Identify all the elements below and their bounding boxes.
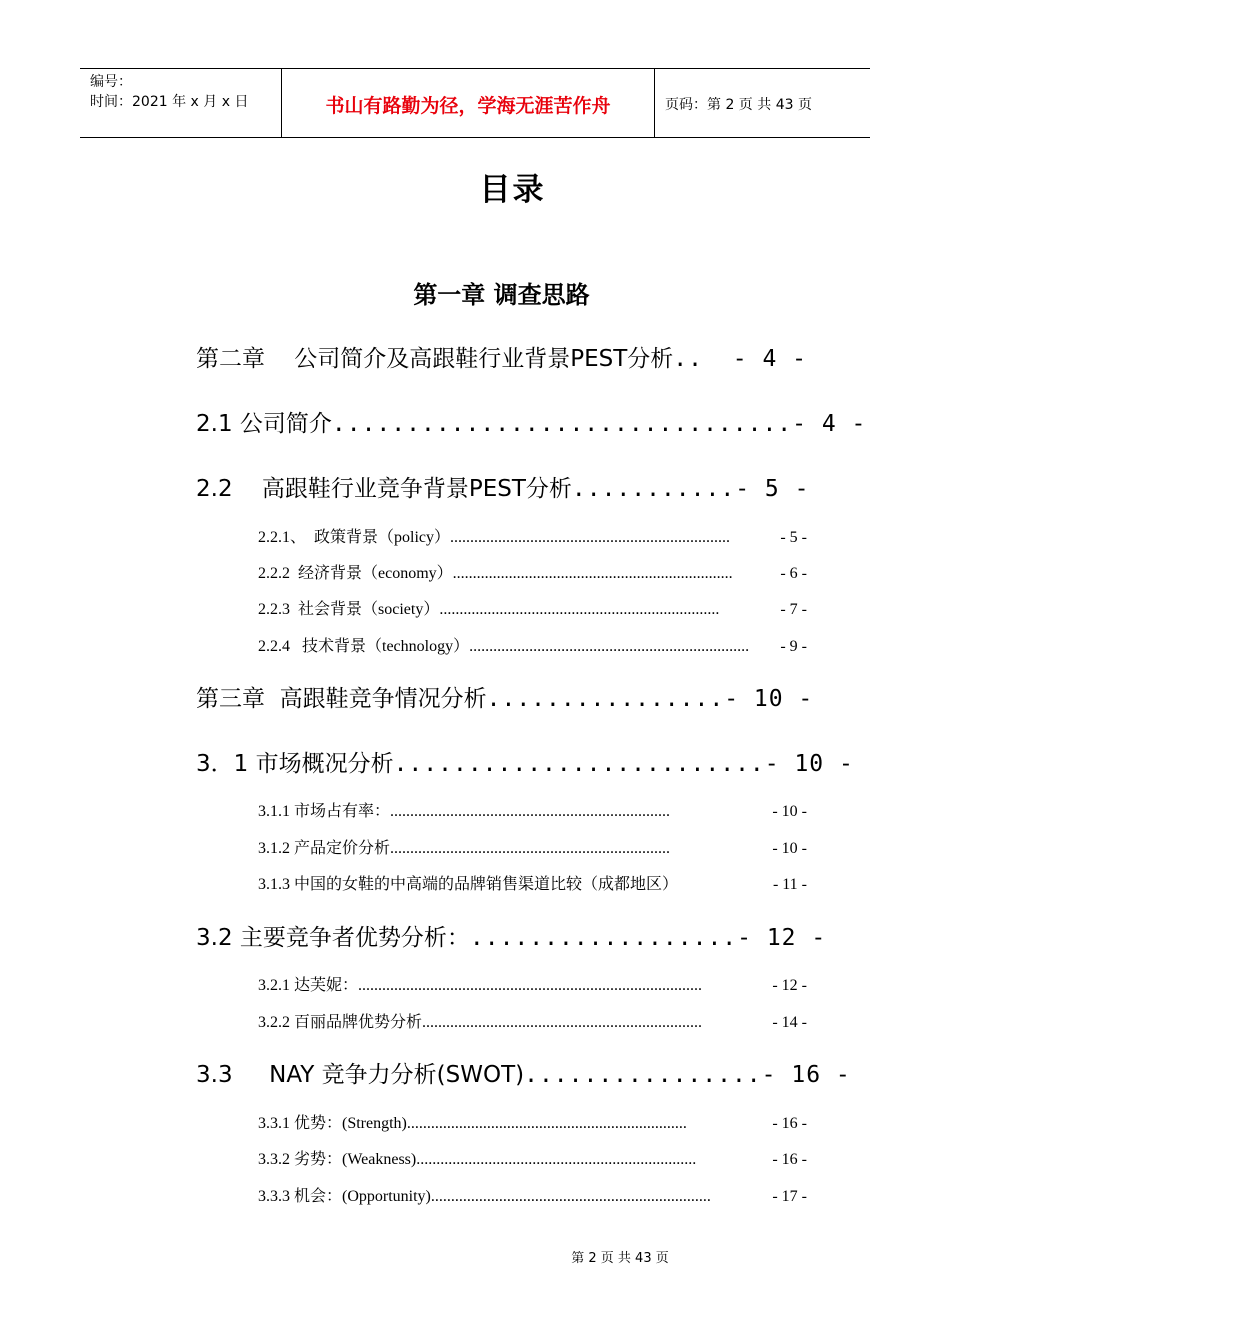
toc-entry-3-1-3[interactable]: [258, 871, 807, 894]
toc-dot-leader: ......................................................................: [439, 601, 720, 618]
toc-entry-2-1[interactable]: [196, 405, 867, 438]
toc-dot-leader: ..................: [469, 925, 738, 951]
header-motto: 书山有路勤为径，学海无涯苦作舟: [325, 95, 611, 117]
toc-dot-leader: ......................................................................................: [358, 977, 703, 994]
toc-entry-2-2-1[interactable]: [258, 524, 807, 547]
toc-entry-label: 3.3 NAY 竞争力分析(SWOT): [196, 1062, 525, 1088]
toc-page-number: - 16 -: [772, 1115, 807, 1132]
toc-entry-label: 3.3.3 机会：(Opportunity): [258, 1188, 431, 1205]
header-page-info: 页码：第 2 页 共 43 页: [665, 97, 812, 113]
toc-entry-2-2-3[interactable]: [258, 596, 807, 619]
toc-entry-label: 2.2.3 社会背景（society）: [258, 601, 440, 618]
toc-dot-leader: .........................: [393, 751, 765, 777]
toc-entry-label: 2.2.1、 政策背景（policy）: [258, 529, 450, 546]
toc-dot-leader: ......................................................................: [422, 1014, 703, 1031]
toc-entry-label: 3.1.2 产品定价分析: [258, 840, 391, 857]
toc-page-number: - 12 -: [772, 977, 807, 994]
toc-dot-leader: ................: [524, 1062, 762, 1088]
toc-dot-leader: ......................................................................: [406, 1115, 687, 1132]
toc-page-number: - 10 -: [724, 686, 814, 712]
chapter-1-heading: 第一章 调查思路: [413, 281, 590, 309]
toc-entry-label: 3.2 主要竞争者优势分析：: [196, 925, 470, 951]
toc-entry-label: 2.2.4 技术背景（technology）: [258, 638, 470, 655]
toc-entry-3-1-1[interactable]: [258, 798, 807, 821]
toc-page-number: - 4 -: [792, 411, 867, 437]
toc-entry-3-2-2[interactable]: [258, 1009, 807, 1032]
toc-entry-label: 3.3.2 劣势：(Weakness): [258, 1151, 417, 1168]
toc-dot-leader: ......................................................................: [416, 1151, 697, 1168]
toc-entry-label: 3．1 市场概况分析: [196, 751, 394, 777]
toc-page-number: - 7 -: [780, 601, 807, 618]
page-footer: 第 2 页 共 43 页: [571, 1251, 669, 1266]
toc-entry-label: 3.2.1 达芙妮：: [258, 977, 359, 994]
toc-entry-label: 3.3.1 优势：(Strength): [258, 1115, 407, 1132]
toc-entry-label: 第二章 公司简介及高跟鞋行业背景PEST分析: [196, 346, 674, 372]
toc-page-number: - 10 -: [772, 803, 807, 820]
toc-title: 目录: [479, 172, 546, 208]
document-time-label: 时间：2021 年 x 月 x 日: [90, 94, 249, 110]
toc-page-number: - 14 -: [772, 1014, 807, 1031]
toc-page-number: - 16 -: [761, 1062, 851, 1088]
toc-page-number: - 6 -: [780, 565, 807, 582]
toc-entry-label: 3.1.3 中国的女鞋的中高端的品牌销售渠道比较（成都地区）: [258, 876, 679, 893]
toc-dot-leader: ......................................................................: [430, 1188, 711, 1205]
toc-page-number: - 4 -: [732, 346, 807, 372]
toc-entry-chapter-2[interactable]: [196, 340, 807, 373]
toc-dot-leader: ...........: [571, 476, 736, 502]
document-header: [80, 68, 870, 138]
header-page-cell: [655, 69, 870, 137]
toc-entry-chapter-3[interactable]: [196, 680, 814, 713]
toc-entry-2-2[interactable]: [196, 470, 810, 503]
toc-entry-3-1[interactable]: [196, 745, 854, 778]
toc-page-number: - 9 -: [780, 638, 807, 655]
toc-entry-label: 第三章 高跟鞋竞争情况分析: [196, 686, 487, 712]
toc-page-number: - 11 -: [772, 876, 807, 893]
toc-entry-label: 2.1 公司简介: [196, 411, 332, 437]
header-motto-cell: [281, 69, 655, 137]
toc-entry-label: 3.1.1 市场占有率：: [258, 803, 391, 820]
toc-entry-label: 2.2 高跟鞋行业竞争背景PEST分析: [196, 476, 572, 502]
toc-page-number: - 17 -: [772, 1188, 807, 1205]
header-info-cell: [80, 69, 280, 137]
toc-dot-leader: ................: [486, 686, 725, 712]
toc-dot-leader: ...............................: [331, 411, 793, 437]
toc-dot-leader: ......................................................................: [452, 565, 733, 582]
toc-entry-3-2-1[interactable]: [258, 972, 807, 995]
toc-dot-leader: ......................................................................: [390, 840, 671, 857]
toc-page-number: - 5 -: [780, 529, 807, 546]
toc-page-number: - 10 -: [772, 840, 807, 857]
toc-dot-leader: ......................................................................: [469, 638, 750, 655]
toc-page-number: - 12 -: [737, 925, 827, 951]
toc-dot-leader: ..: [673, 346, 703, 372]
toc-entry-label: 2.2.2 经济背景（economy）: [258, 565, 453, 582]
document-number-label: 编号：: [90, 74, 132, 90]
toc-page-number: - 10 -: [764, 751, 854, 777]
toc-dot-leader: ......................................................................: [390, 803, 671, 820]
toc-entry-3-3[interactable]: [196, 1056, 851, 1089]
toc-entry-3-3-2[interactable]: [258, 1146, 807, 1169]
toc-entry-2-2-4[interactable]: [258, 633, 807, 656]
toc-page-number: - 16 -: [772, 1151, 807, 1168]
toc-entry-3-2[interactable]: [196, 919, 827, 952]
toc-entry-3-3-1[interactable]: [258, 1110, 807, 1133]
toc-dot-leader: ......................................................................: [450, 529, 730, 546]
toc-entry-3-1-2[interactable]: [258, 835, 807, 858]
toc-entry-label: 3.2.2 百丽品牌优势分析: [258, 1014, 423, 1031]
toc-page-number: - 5 -: [735, 476, 810, 502]
toc-entry-2-2-2[interactable]: [258, 560, 807, 583]
toc-entry-3-3-3[interactable]: [258, 1183, 807, 1206]
